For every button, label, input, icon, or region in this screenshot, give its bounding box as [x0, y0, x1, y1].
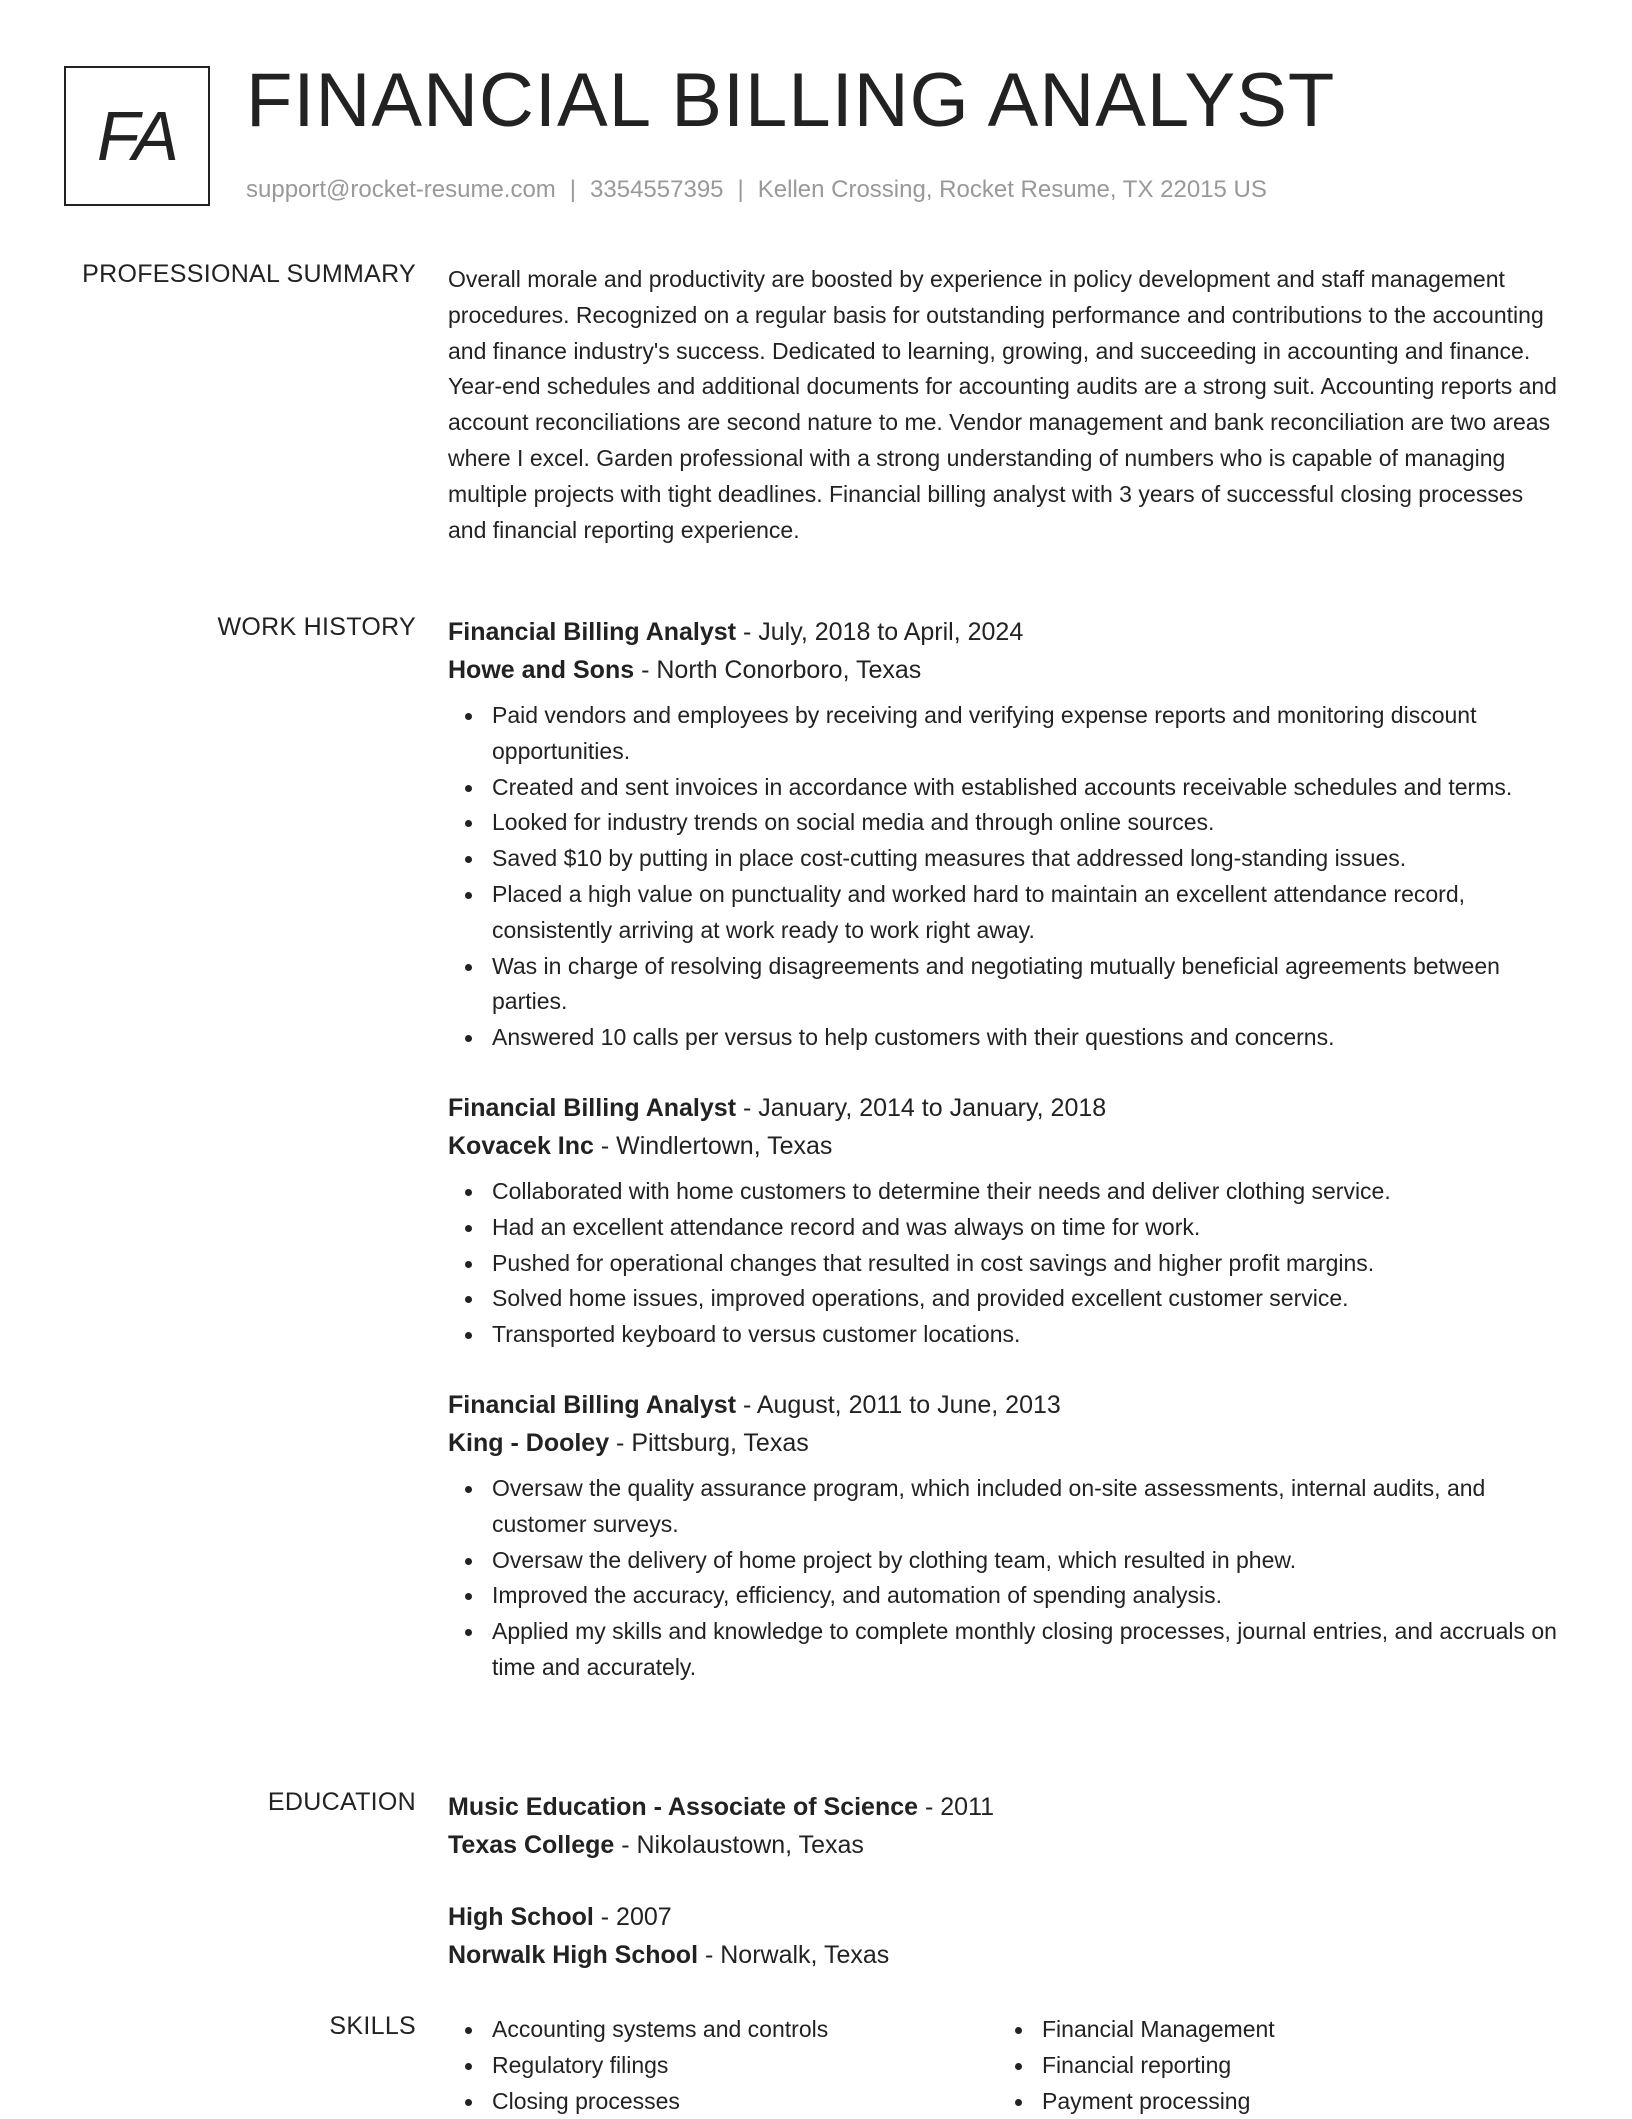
job-bullet: Improved the accuracy, efficiency, and automation of spending analysis.	[492, 1578, 1560, 1614]
education-degree-line	[448, 1898, 1560, 1936]
education-year: - 2007	[593, 1903, 672, 1931]
section-label-work-history: WORK HISTORY	[217, 613, 416, 641]
education-location: - Norwalk, Texas	[698, 1941, 890, 1969]
job-bullet: Looked for industry trends on social media and through online sources.	[492, 805, 1560, 841]
job-title-line	[448, 1386, 1560, 1424]
job-entry	[448, 1089, 1560, 1353]
work-history-content	[448, 613, 1560, 1719]
job-title-line	[448, 613, 1560, 651]
education-entry	[448, 1898, 1560, 1974]
education-entry	[448, 1788, 1560, 1864]
job-dates: - January, 2014 to January, 2018	[736, 1093, 1107, 1122]
summary-text: Overall morale and productivity are boosted by experience in policy development and staff management procedures. Recognized on a regular basis for outstanding performance and contributions to the accounting and finance industry's success. Dedicated to learning, growing, and succeeding in accounting and finance. Year-end schedules and additional documents for accounting audits are a strong suit. Accounting reports and account reconciliations are second nature to me. Vendor management and bank reconciliation are two areas where I excel. Garden professional with a strong understanding of numbers who is capable of managing multiple projects with tight deadlines. Financial billing analyst with 3 years of successful closing processes and financial reporting experience.	[448, 266, 1557, 543]
skill-item: Financial Management	[1042, 2012, 1518, 2048]
contact-line	[246, 176, 1267, 204]
education-location: - Nikolaustown, Texas	[614, 1831, 864, 1859]
education-school-line	[448, 1936, 1560, 1974]
job-bullet: Pushed for operational changes that resulted in cost savings and higher profit margins.	[492, 1246, 1560, 1282]
job-bullet: Placed a high value on punctuality and worked hard to maintain an excellent attendance record, consistently arriving at work ready to work right away.	[492, 877, 1560, 949]
job-bullet: Oversaw the quality assurance program, which included on-site assessments, internal audits, and customer surveys.	[492, 1471, 1560, 1543]
job-location: - Pittsburg, Texas	[609, 1428, 809, 1457]
skill-item: Financial reporting	[1042, 2048, 1518, 2084]
job-bullet: Solved home issues, improved operations, and provided excellent customer service.	[492, 1281, 1560, 1317]
job-company-line	[448, 1127, 1560, 1165]
resume-title: FINANCIAL BILLING ANALYST	[246, 58, 1336, 143]
job-bullets	[448, 1471, 1560, 1686]
job-bullet: Paid vendors and employees by receiving and verifying expense reports and monitoring discount opportunities.	[492, 698, 1560, 770]
contact-separator: |	[737, 176, 744, 203]
job-title: Financial Billing Analyst	[448, 618, 737, 646]
education-school: Norwalk High School	[448, 1941, 699, 1969]
job-bullet: Created and sent invoices in accordance with established accounts receivable schedules and terms.	[492, 770, 1560, 806]
job-bullet: Applied my skills and knowledge to complete monthly closing processes, journal entries, and accruals on time and accurately.	[492, 1614, 1560, 1686]
skill-item: Regulatory filings	[492, 2048, 968, 2084]
job-bullets	[448, 698, 1560, 1056]
skill-item: Accounting systems and controls	[492, 2012, 968, 2048]
job-company: Howe and Sons	[448, 656, 635, 684]
job-company: King - Dooley	[448, 1428, 610, 1457]
job-bullets	[448, 1174, 1560, 1353]
section-label-education: EDUCATION	[267, 1788, 416, 1816]
job-bullet: Saved $10 by putting in place cost-cutting measures that addressed long-standing issues.	[492, 841, 1560, 877]
job-bullet: Had an excellent attendance record and was always on time for work.	[492, 1210, 1560, 1246]
contact-email: support@rocket-resume.com	[246, 176, 556, 203]
job-company: Kovacek Inc	[448, 1131, 594, 1160]
skills-list-left	[448, 2012, 968, 2119]
skill-item: Closing processes	[492, 2084, 968, 2119]
contact-separator: |	[569, 176, 577, 203]
job-dates: - July, 2018 to April, 2024	[736, 618, 1024, 646]
skill-item: Payment processing	[1042, 2084, 1518, 2119]
job-dates: - August, 2011 to June, 2013	[736, 1390, 1061, 1419]
job-location: - North Conorboro, Texas	[634, 656, 922, 684]
job-bullet: Oversaw the delivery of home project by clothing team, which resulted in phew.	[492, 1543, 1560, 1579]
job-bullet: Transported keyboard to versus customer locations.	[492, 1317, 1560, 1353]
education-content	[448, 1788, 1560, 2008]
education-school: Texas College	[448, 1831, 615, 1859]
job-company-line	[448, 651, 1560, 689]
monogram-logo: FA	[64, 66, 210, 206]
skills-list-right	[998, 2012, 1518, 2119]
education-degree: Music Education - Associate of Science	[448, 1793, 919, 1821]
contact-address: Kellen Crossing, Rocket Resume, TX 22015 US	[757, 176, 1267, 203]
job-bullet: Answered 10 calls per versus to help customers with their questions and concerns.	[492, 1020, 1560, 1056]
job-title-line	[448, 1089, 1560, 1127]
job-bullet: Was in charge of resolving disagreements and negotiating mutually beneficial agreements between parties.	[492, 949, 1560, 1021]
job-bullet: Collaborated with home customers to determine their needs and deliver clothing service.	[492, 1174, 1560, 1210]
section-label-skills: SKILLS	[329, 2012, 416, 2040]
education-degree: High School	[448, 1903, 594, 1931]
job-entry	[448, 1386, 1560, 1686]
contact-phone: 3354557395	[590, 176, 724, 203]
education-year: - 2011	[918, 1793, 995, 1821]
job-location: - Windlertown, Texas	[593, 1131, 833, 1160]
summary-content	[448, 262, 1560, 548]
section-label-summary: PROFESSIONAL SUMMARY	[82, 260, 416, 288]
education-degree-line	[448, 1788, 1560, 1826]
job-company-line	[448, 1424, 1560, 1462]
education-school-line	[448, 1826, 1560, 1864]
job-title: Financial Billing Analyst	[448, 1390, 737, 1419]
job-entry	[448, 613, 1560, 1056]
job-title: Financial Billing Analyst	[448, 1093, 737, 1122]
